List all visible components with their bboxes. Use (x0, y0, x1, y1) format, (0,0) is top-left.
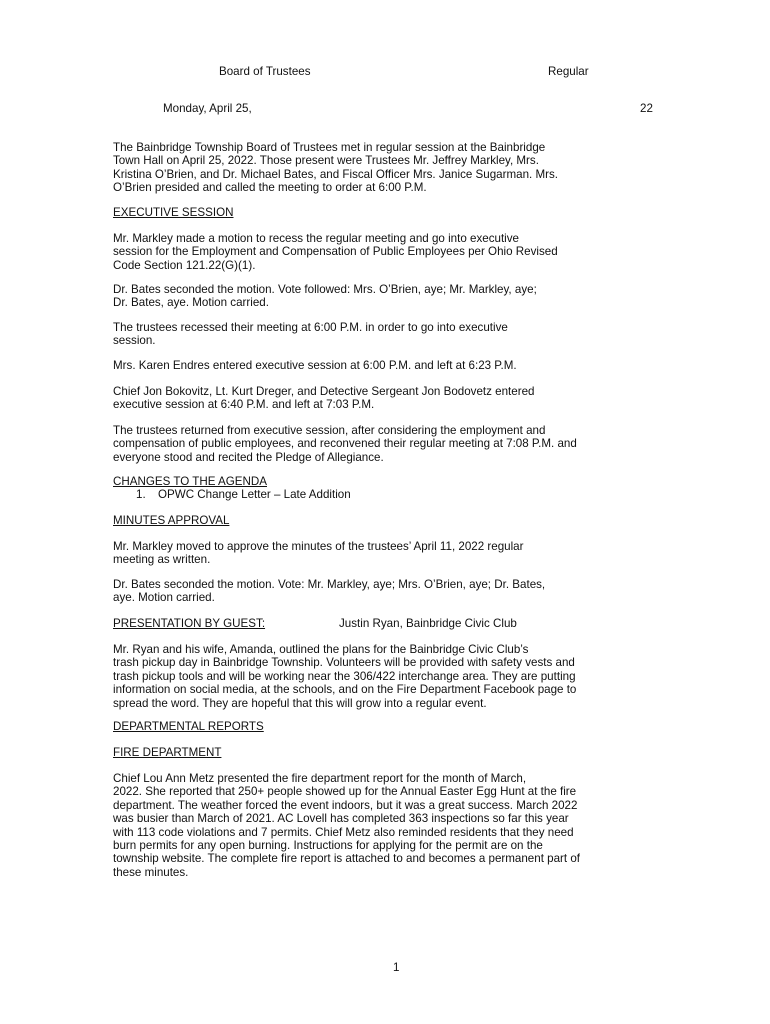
minutes-motion-paragraph: Mr. Markley moved to approve the minutes of the trustees’ April 11, 2022 regular meeting as written. (113, 540, 524, 567)
meeting-date: Monday, April 25, (163, 102, 252, 115)
heading-changes-agenda: CHANGES TO THE AGENDA (113, 475, 267, 488)
heading-minutes-approval: MINUTES APPROVAL (113, 514, 230, 527)
fire-paragraph: Chief Lou Ann Metz presented the fire department report for the month of March, 2022. She reported that 250+ people showed up for the Annual Easter Egg Hunt at the fire department. The weather forced the event indoors, but it was a great success. March 2022 was busier than March of 2021. AC Lovell has completed 363 inspections so far this year with 113 code violations and 7 permits. Chief Metz also reminded residents that they need burn permits for any open burning. Instructions for applying for the permit are on the township website. The complete fire report is attached to and becomes a permanent part of these minutes. (113, 772, 581, 879)
minutes-second-paragraph: Dr. Bates seconded the motion. Vote: Mr. Markley, aye; Mrs. O’Brien, aye; Dr. Bates, aye. Motion carried. (113, 578, 546, 605)
heading-executive-session: EXECUTIVE SESSION (113, 206, 234, 219)
heading-fire-department: FIRE DEPARTMENT (113, 746, 222, 759)
guest-name: Justin Ryan, Bainbridge Civic Club (339, 617, 517, 630)
exec-chief-paragraph: Chief Jon Bokovitz, Lt. Kurt Dreger, and Detective Sergeant Jon Bodovetz entered executive session at 6:40 P.M. and left at 7:03 P.M. (113, 385, 535, 412)
meeting-year: 22 (640, 102, 653, 115)
exec-second-paragraph: Dr. Bates seconded the motion. Vote followed: Mrs. O’Brien, aye; Mr. Markley, aye; Dr. Bates, aye. Motion carried. (113, 283, 537, 310)
guest-paragraph: Mr. Ryan and his wife, Amanda, outlined the plans for the Bainbridge Civic Club’s trash pickup day in Bainbridge Township. Volunteers will be provided with safety vests and trash pickup tools and will be working near the 306/422 interchange area. They are putting information on social media, at the schools, and on the Fire Department Facebook page to spread the word. They are hopeful that this will grow into a regular event. (113, 643, 577, 710)
agenda-item (136, 488, 351, 501)
exec-recess-paragraph: The trustees recessed their meeting at 6:00 P.M. in order to go into executive session. (113, 321, 508, 348)
exec-motion-paragraph: Mr. Markley made a motion to recess the regular meeting and go into executive session for the Employment and Compensation of Public Employees per Ohio Revised Code Section 121.22(G)(1). (113, 232, 558, 272)
agenda-item-number: 1. (136, 488, 146, 501)
exec-endres-paragraph: Mrs. Karen Endres entered executive session at 6:00 P.M. and left at 6:23 P.M. (113, 359, 517, 372)
exec-return-paragraph: The trustees returned from executive session, after considering the employment and compensation of public employees, and reconvened their regular meeting at 7:08 P.M. and everyone stood and recited the Pledge of Allegiance. (113, 424, 577, 464)
heading-presentation-guest: PRESENTATION BY GUEST: (113, 617, 266, 630)
session-type: Regular (548, 65, 589, 78)
heading-departmental-reports: DEPARTMENTAL REPORTS (113, 720, 264, 733)
agenda-item-text: OPWC Change Letter – Late Addition (158, 488, 351, 501)
page-number: 1 (393, 961, 400, 974)
intro-paragraph: The Bainbridge Township Board of Trustees met in regular session at the Bainbridge Town Hall on April 25, 2022. Those present were Trustees Mr. Jeffrey Markley, Mrs. Kristina O’Brien, and Dr. Michael Bates, and Fiscal Officer Mrs. Janice Sugarman. Mrs. O’Brien presided and called the meeting to order at 6:00 P.M. (113, 141, 559, 195)
board-title: Board of Trustees (219, 65, 311, 78)
